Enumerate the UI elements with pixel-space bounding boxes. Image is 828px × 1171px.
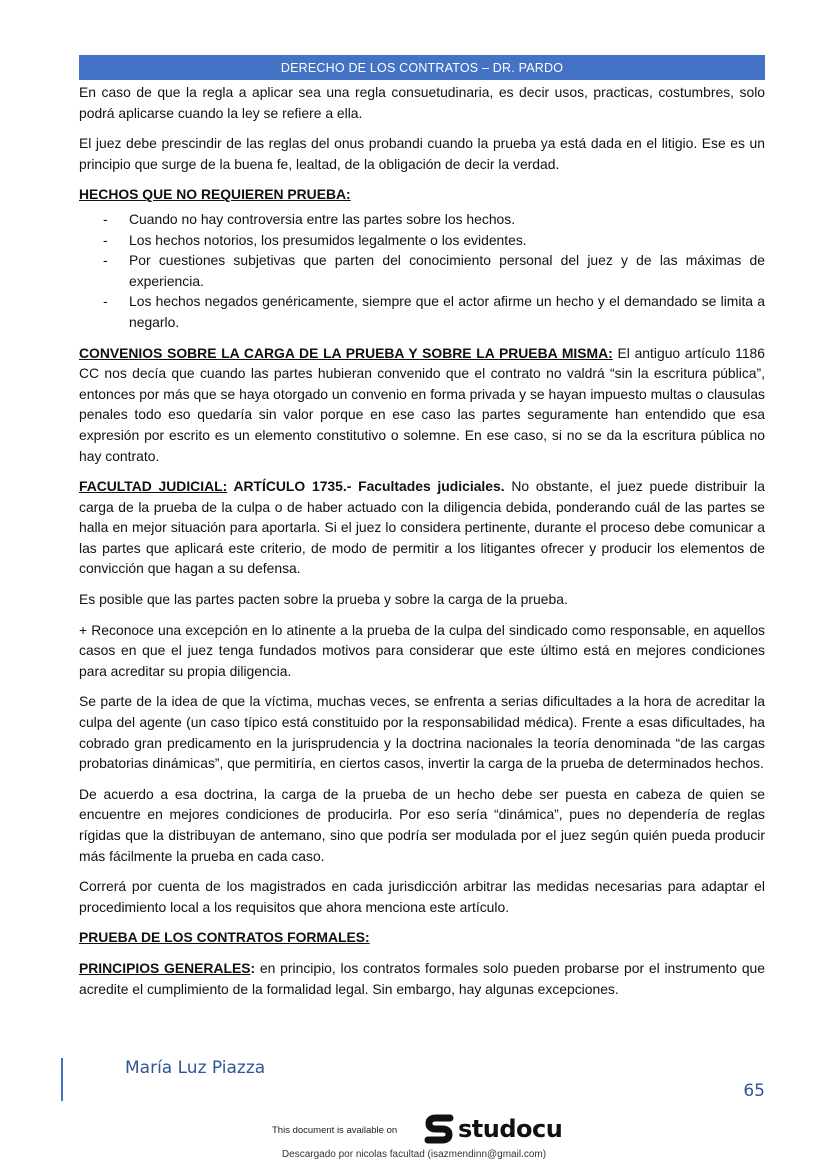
list-item [79,291,765,332]
paragraph-text: El antiguo artículo 1186 CC nos decía que cuando las partes hubieran convenido que el contrato no valdrá “sin la escritura pública”, entonces por más que se haya otorgado un convenio en forma privada y se hayan impuesto multas o clausulas penales todo eso quedaría sin valor porque en ese caso las partes seguramente han entendido que esa expresión por escrito es un elemento constitutivo o solemne. En ese caso, si no se da la escritura pública no hay contrato. [79,344,766,464]
dash-marker: - [103,210,108,227]
dash-marker: - [103,293,108,310]
heading-text: CONVENIOS SOBRE LA CARGA DE LA PRUEBA Y SOBRE LA PRUEBA MISMA: [79,344,613,361]
paragraph [79,476,765,579]
heading-text: PRINCIPIOS GENERALES [79,959,251,976]
logo-text: studocu [458,1115,563,1143]
heading-colon: : [250,959,256,976]
paragraph-text: No obstante, el juez puede distribuir la carga de la prueba de la culpa o de haber actuado con la diligencia debida, ponderando cuál de las partes se halla en mejor situación para aportarla. Si el juez lo considera pertinente, durante el proceso debe comunicar a las partes que aplicará este criterio, de modo de permitir a los litigantes ofrecer y producir los elementos de convicción que hagan a su defensa. [79,478,765,577]
paragraph: Correrá por cuenta de los magistrados en cada jurisdicción arbitrar las medidas necesarias para adaptar el procedimiento local a los requisitos que ahora menciona este artículo. [79,878,765,915]
article-title: ARTÍCULO 1735.- Facultades judiciales. [227,478,505,495]
heading-text: PRUEBA DE LOS CONTRATOS FORMALES: [79,929,370,946]
paragraph [79,958,765,999]
studocu-logo[interactable] [424,1112,562,1146]
paragraph [79,343,765,467]
list-item-text: Cuando no hay controversia entre las partes sobre los hechos. [129,210,516,227]
studocu-logo-icon [424,1112,454,1146]
list-item-text: Los hechos notorios, los presumidos legalmente o los evidentes. [129,231,527,248]
paragraph: Se parte de la idea de que la víctima, muchas veces, se enfrenta a serias dificultades a la hora de acreditar la culpa del agente (un caso típico está constituido por la responsabilidad médica). Frente a esas dificultades, ha cobrado gran predicamento en la jurisprudencia y la doctrina nacionales la teoría denominada “de las cargas probatorias dinámicas”, que permitiría, en ciertos casos, invertir la carga de la prueba de determinados hechos. [79,693,765,772]
page-number: 65 [743,1081,765,1101]
paragraph: En caso de que la regla a aplicar sea una regla consuetudinaria, es decir usos, practicas, costumbres, solo podrá aplicarse cuando la ley se refiere a ella. [79,84,765,121]
list-item-text: Los hechos negados genéricamente, siempre que el actor afirme un hecho y el demandado se limita a negarlo. [129,293,765,330]
dash-marker: - [103,252,108,269]
list-item [79,209,765,230]
paragraph: + Reconoce una excepción en lo atinente a la prueba de la culpa del sindicado como responsable, en aquellos casos en que el juez tenga fundados motivos para considerar que este último está en mejores condiciones para acreditar su propia diligencia. [79,621,765,679]
list-item-text: Por cuestiones subjetivas que parten del conocimiento personal del juez y de las máximas de experiencia. [129,252,765,289]
heading-text: HECHOS QUE NO REQUIEREN PRUEBA: [79,186,351,203]
header-title: DERECHO DE LOS CONTRATOS – DR. PARDO [280,60,564,75]
document-body [79,82,765,1009]
heading-text: FACULTAD JUDICIAL: [79,478,228,495]
dash-marker: - [103,231,108,248]
availability-text: This document is available on [272,1125,398,1136]
section-heading [79,927,765,948]
footer-accent-bar [61,1058,63,1101]
paragraph-text: en principio, los contratos formales solo pueden probarse por el instrumento que acredite el cumplimiento de la formalidad legal. Sin embargo, hay algunas excepciones. [79,959,765,997]
paragraph: De acuerdo a esa doctrina, la carga de la prueba de un hecho debe ser puesta en cabeza de quien se encuentre en mejores condiciones de producirla. Por eso sería “dinámica”, pues no dependería de reglas rígidas que la distribuyan de antemano, sino que podría ser modulada por el juez según quién pueda producir más fácilmente la prueba en cada caso. [79,785,765,864]
section-heading [79,184,765,205]
list-item [79,250,765,291]
list-item [79,230,765,251]
paragraph: El juez debe prescindir de las reglas del onus probandi cuando la prueba ya está dada en el litigio. Ese es un principio que surge de la buena fe, lealtad, de la obligación de decir la verdad. [79,135,765,172]
page-header [79,55,765,80]
paragraph: Es posible que las partes pacten sobre la prueba y sobre la carga de la prueba. [79,591,568,608]
download-notice: Descargado por nicolas facultad (isazmendinn@gmail.com) [281,1149,547,1160]
author-name: María Luz Piazza [125,1058,266,1078]
bullet-list [79,209,765,333]
